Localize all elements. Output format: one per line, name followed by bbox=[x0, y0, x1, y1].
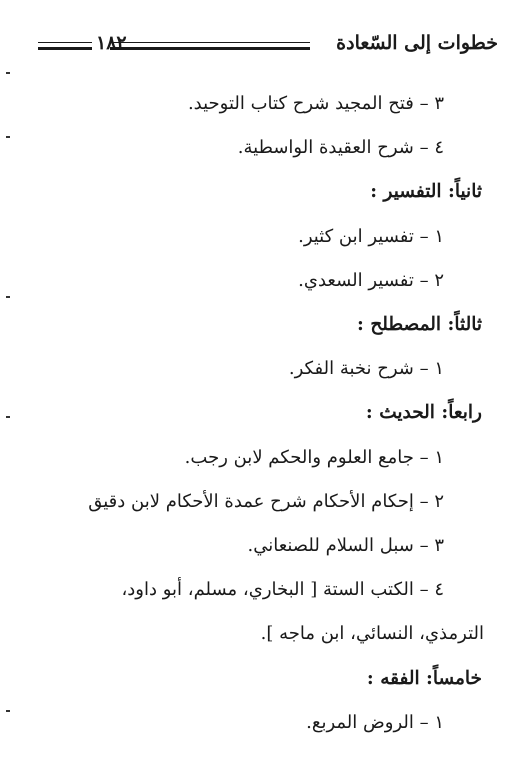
header-rule-thin bbox=[110, 42, 310, 43]
header-rule bbox=[110, 47, 310, 50]
scan-mark bbox=[6, 72, 10, 74]
list-item-continuation: الترمذي، النسائي، ابن ماجه ]. bbox=[260, 623, 484, 645]
list-item: ١ – شرح نخبة الفكر. bbox=[288, 358, 444, 380]
list-item: ٣ – سبل السلام للصنعاني. bbox=[247, 535, 444, 557]
section-heading: خامساً: الفقه : bbox=[366, 667, 482, 689]
list-item: ١ – تفسير ابن كثير. bbox=[298, 225, 444, 247]
list-item: ٤ – شرح العقيدة الواسطية. bbox=[237, 137, 444, 159]
scan-mark bbox=[6, 416, 10, 418]
section-heading: ثانياً: التفسير : bbox=[370, 181, 482, 203]
section-heading: رابعاً: الحديث : bbox=[365, 402, 482, 424]
scan-mark bbox=[6, 296, 10, 298]
scan-mark bbox=[6, 136, 10, 138]
list-item: ١ – الروض المربع. bbox=[306, 711, 444, 733]
running-header-title: خطوات إلى السّعادة bbox=[336, 32, 498, 54]
running-header bbox=[38, 30, 498, 60]
page-number: ١٨٢ bbox=[96, 32, 127, 54]
header-rule-end-thin bbox=[38, 42, 92, 43]
list-item: ٢ – إحكام الأحكام شرح عمدة الأحكام لابن دقيق bbox=[88, 490, 444, 512]
list-item: ٢ – تفسير السعدي. bbox=[298, 269, 444, 291]
scan-mark bbox=[6, 710, 10, 712]
list-item: ٤ – الكتب الستة [ البخاري، مسلم، أبو داود، bbox=[121, 579, 444, 601]
header-rule-end bbox=[38, 47, 92, 50]
list-item: ١ – جامع العلوم والحكم لابن رجب. bbox=[184, 446, 444, 468]
section-heading: ثالثاً: المصطلح : bbox=[357, 314, 482, 336]
list-item: ٣ – فتح المجيد شرح كتاب التوحيد. bbox=[187, 93, 444, 114]
body-text bbox=[24, 82, 484, 745]
